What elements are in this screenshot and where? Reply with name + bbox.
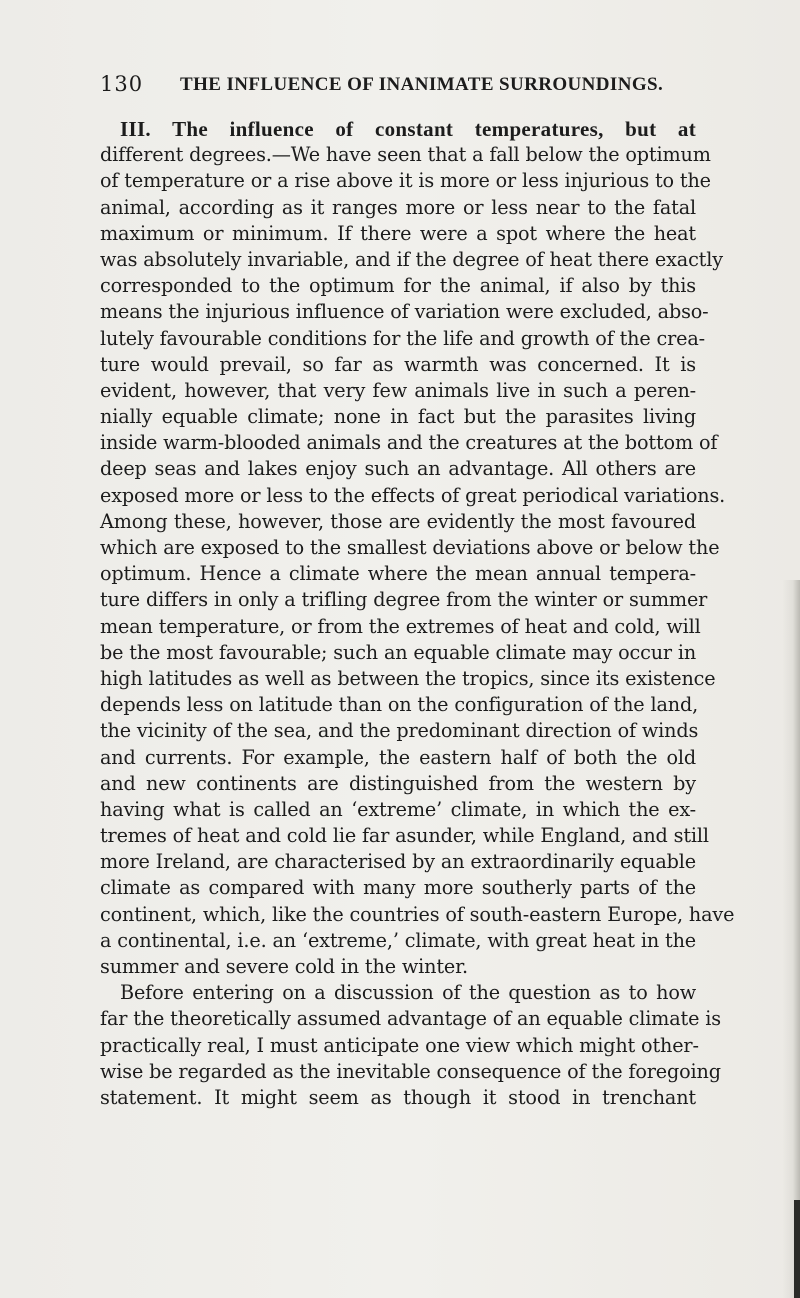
- text-line: deep seas and lakes enjoy such an advantage. All others are: [100, 457, 696, 481]
- page-edge-shadow: [782, 580, 800, 1298]
- text-line: more Ireland, are characterised by an extraordinarily equable: [100, 850, 696, 874]
- text-line: lutely favourable conditions for the life and growth of the crea-: [100, 326, 705, 350]
- text-line: and currents. For example, the eastern half of both the old: [100, 745, 696, 769]
- text-line: exposed more or less to the effects of great periodical variations.: [100, 483, 726, 507]
- text-line: the vicinity of the sea, and the predominant direction of winds: [100, 719, 699, 743]
- text-line: tremes of heat and cold lie far asunder, while England, and still: [100, 824, 709, 848]
- text-line: be the most favourable; such an equable climate may occur in: [100, 640, 697, 664]
- text-line: statement. It might seem as though it stood in trenchant: [100, 1085, 696, 1109]
- text-line: maximum or minimum. If there were a spot where the heat: [100, 221, 696, 245]
- text-line: mean temperature, or from the extremes of heat and cold, will: [100, 614, 701, 638]
- text-line: means the injurious influence of variation were excluded, abso-: [100, 300, 709, 324]
- text-line: far the theoretically assumed advantage of an equable climate is: [100, 1007, 721, 1031]
- text-line: nially equable climate; none in fact but the parasites living: [100, 405, 696, 429]
- text-line: depends less on latitude than on the configuration of the land,: [100, 693, 699, 717]
- page-number: 130: [100, 72, 144, 96]
- running-head: THE INFLUENCE OF INANIMATE SURROUNDINGS.: [180, 74, 664, 95]
- text-line: inside warm-blooded animals and the creatures at the bottom of: [100, 431, 718, 455]
- section-heading-line: III. The influence of constant temperatures, but at: [120, 117, 696, 141]
- text-line: wise be regarded as the inevitable consequence of the foregoing: [100, 1059, 721, 1083]
- text-line: was absolutely invariable, and if the degree of heat there exactly: [100, 247, 723, 271]
- text-line: of temperature or a rise above it is more or less injurious to the: [100, 169, 711, 193]
- text-line: a continental, i.e. an ‘extreme,’ climate, with great heat in the: [100, 928, 696, 952]
- text-line: ture would prevail, so far as warmth was concerned. It is: [100, 352, 696, 376]
- text-line: ture differs in only a trifling degree from the winter or summer: [100, 588, 708, 612]
- page-header: [100, 72, 700, 102]
- text-line: having what is called an ‘extreme’ climate, in which the ex-: [100, 797, 696, 821]
- text-line: high latitudes as well as between the tropics, since its existence: [100, 666, 716, 690]
- text-line: which are exposed to the smallest deviations above or below the: [100, 536, 720, 559]
- text-line: animal, according as it ranges more or less near to the fatal: [100, 195, 696, 219]
- text-line: and new continents are distinguished from the western by: [100, 771, 696, 795]
- text-line: practically real, I must anticipate one view which might other-: [100, 1033, 699, 1057]
- text-line: optimum. Hence a climate where the mean annual tempera-: [100, 562, 696, 586]
- text-line: different degrees.—We have seen that a fall below the optimum: [100, 143, 711, 167]
- text-line: corresponded to the optimum for the animal, if also by this: [100, 274, 696, 298]
- paragraph-end-line: summer and severe cold in the winter.: [100, 955, 468, 978]
- text-line: continent, which, like the countries of south-eastern Europe, have: [100, 902, 735, 926]
- paragraph-start-line: Before entering on a discussion of the question as to how: [120, 981, 696, 1005]
- text-line: Among these, however, those are evidently the most favoured: [100, 509, 696, 533]
- text-line: climate as compared with many more southerly parts of the: [100, 876, 696, 900]
- body-text: [100, 116, 735, 1111]
- text-line: evident, however, that very few animals live in such a peren-: [100, 378, 696, 402]
- page-edge-mark: [794, 1200, 800, 1298]
